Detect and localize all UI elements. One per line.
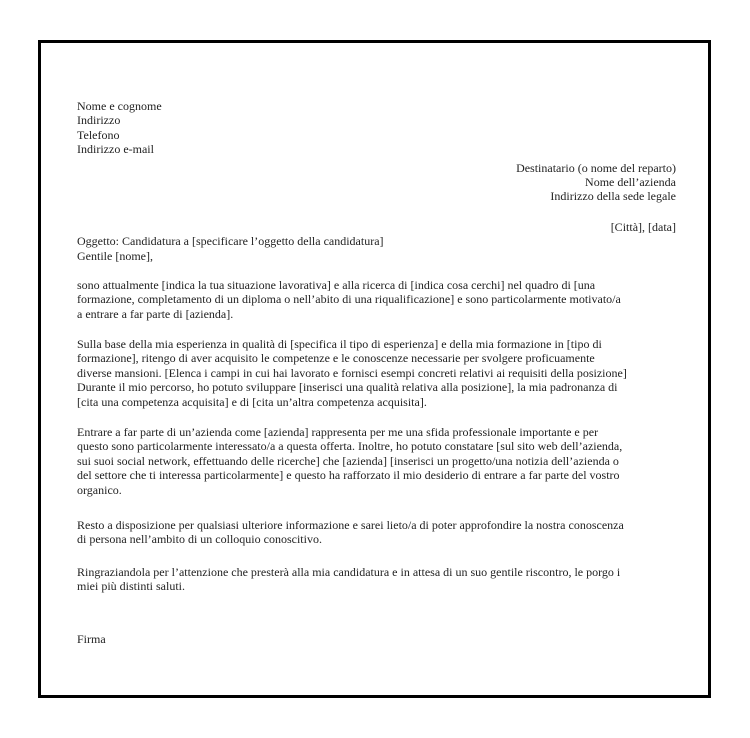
- paragraph-experience: [77, 337, 690, 409]
- recipient-name-line: Destinatario (o nome del reparto): [516, 160, 676, 175]
- paragraph-line: del settore che ti interessa particolarmente] e questo ha rafforzato il mio desiderio di entrare a far parte del vostro: [77, 468, 620, 483]
- paragraph-motivation: [77, 425, 690, 497]
- paragraph-line: formazione, completamento di un diploma o nell’abito di una riqualificazione] e sono particolarmente motivato/a: [77, 292, 621, 307]
- paragraph-line: Resto a disposizione per qualsiasi ulteriore informazione e sarei lieto/a di poter approfondire la nostra conoscenza: [77, 517, 624, 532]
- paragraph-line: formazione], ritengo di aver acquisito le competenze e le conoscenze necessarie per svolgere proficuamente: [77, 351, 595, 366]
- recipient-address-line: Indirizzo della sede legale: [550, 189, 676, 204]
- signature-line: Firma: [77, 631, 106, 646]
- subject-block: [77, 234, 690, 263]
- paragraph-line: sono attualmente [indica la tua situazione lavorativa] e alla ricerca di [indica cosa cerchi] nel quadro di [una: [77, 277, 596, 292]
- paragraph-line: organico.: [77, 482, 122, 497]
- salutation-line: Gentile [nome],: [77, 248, 153, 263]
- place-date-line: [Città], [data]: [610, 219, 676, 234]
- paragraph-introduction: [77, 278, 690, 321]
- paragraph-line: [cita una competenza acquisita] e di [cita un’altra competenza acquisita].: [77, 394, 427, 409]
- recipient-company-line: Nome dell’azienda: [585, 174, 676, 189]
- sender-name-line: Nome e cognome: [77, 99, 162, 113]
- paragraph-line: miei più distinti saluti.: [77, 579, 185, 594]
- paragraph-line: Entrare a far parte di un’azienda come [azienda] rappresenta per me una sfida professionale importante e per: [77, 425, 599, 440]
- paragraph-line: di persona nell’ambito di un colloquio conoscitivo.: [77, 532, 322, 547]
- sender-block: [77, 99, 690, 157]
- sender-phone-line: Telefono: [77, 127, 120, 142]
- paragraph-line: Durante il mio percorso, ho potuto sviluppare [inserisci una qualità relativa alla posizione], la mia padronanza di: [77, 380, 618, 395]
- paragraph-line: Sulla base della mia esperienza in qualità di [specifica il tipo di esperienza] e della mia formazione in [tipo di: [77, 337, 602, 352]
- paragraph-line: diverse mansioni. [Elenca i campi in cui hai lavorato e fornisci esempi concreti relativi ai requisiti della posizione]: [77, 365, 627, 380]
- recipient-block: [77, 161, 690, 204]
- paragraph-line: sui suoi social network, effettuando delle ricerche] che [azienda] [inserisci un progetto/una notizia dell’azienda o: [77, 453, 619, 468]
- paragraph-availability: [77, 518, 690, 547]
- letter-page: [38, 40, 711, 698]
- paragraph-line: questo sono particolarmente interessato/a a questa offerta. Inoltre, ho potuto constatare [sul sito web dell’azienda,: [77, 439, 623, 454]
- subject-line: Oggetto: Candidatura a [specificare l’oggetto della candidatura]: [77, 234, 384, 249]
- paragraph-line: a entrare a far parte di [azienda].: [77, 306, 234, 321]
- sender-address-line: Indirizzo: [77, 113, 121, 128]
- sender-email-line: Indirizzo e-mail: [77, 142, 154, 157]
- letter-body: [41, 43, 708, 646]
- paragraph-closing: [77, 565, 690, 594]
- paragraph-line: Ringraziandola per l’attenzione che presterà alla mia candidatura e in attesa di un suo gentile riscontro, le porgo i: [77, 564, 621, 579]
